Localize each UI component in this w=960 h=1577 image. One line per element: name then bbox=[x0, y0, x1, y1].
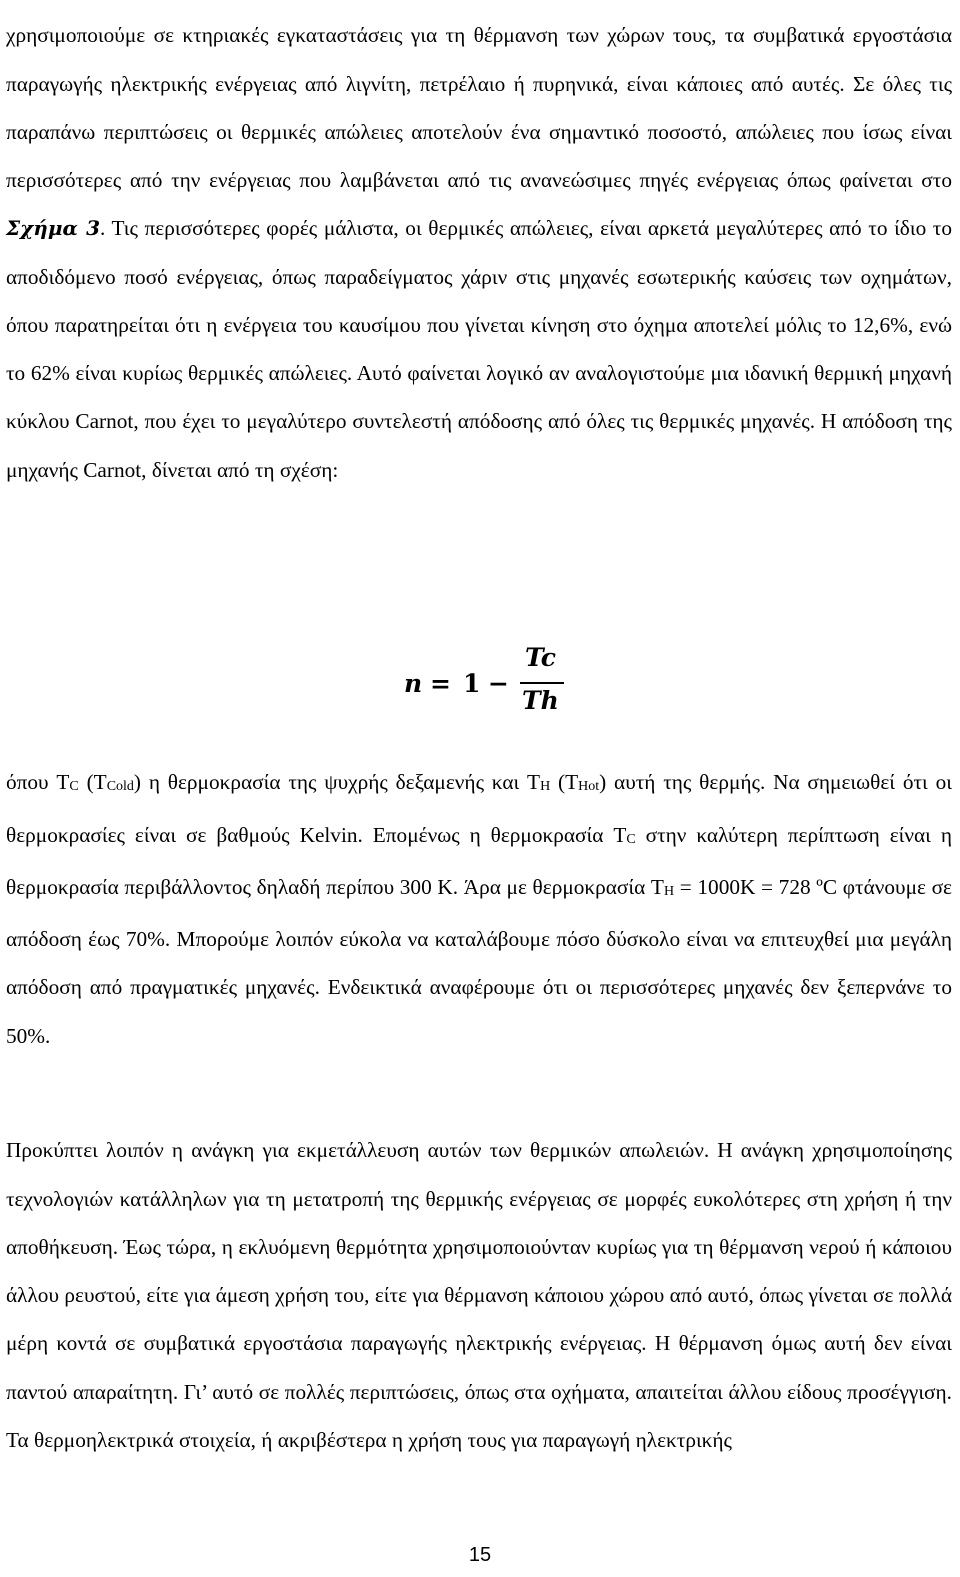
subscript: H bbox=[663, 883, 675, 899]
paragraph-thermal-losses bbox=[6, 11, 952, 494]
paragraph-text: . Τις περισσότερες φορές μάλιστα, οι θερμικές απώλειες, είναι αρκετά μεγαλύτερες από το ίδιο το αποδιδόμενο ποσό ενέργειας, όπως παραδείγματος χάριν στις μηχανές εσωτερικής καύσεις των οχημάτων, όπου παρατηρείται ότι η ενέργεια του καυσίμου που γίνεται κίνηση στο όχημα αποτελεί μόλις το 12,6%, ενώ το 62% είναι κυρίως θερμικές απώλειες. Αυτό φαίνεται λογικό αν αναλογιστούμε μια ιδανική θερμική μηχανή κύκλου Carnot, που έχει το μεγαλύτερο συντελεστή απόδοσης από όλες τις θερμικές μηχανές. Η απόδοση της μηχανής Carnot, δίνεται από τη σχέση: bbox=[6, 216, 953, 482]
formula-graphic bbox=[6, 636, 952, 716]
subscript: H bbox=[540, 779, 551, 795]
formula-denominator: Th bbox=[522, 686, 559, 715]
paragraph-text: στην καλύτερη περίπτωση είναι η θερμοκρασία περιβάλλοντος δηλαδή περίπου 300 K. Άρα με θερμοκρασία T bbox=[6, 822, 952, 899]
formula-numerator: Tc bbox=[525, 643, 556, 672]
paragraph-text: (T bbox=[550, 770, 579, 795]
paragraph-text: ) αυτή της θερμής. Να σημειωθεί ότι οι θερμοκρασίες είναι σε βαθμούς Kelvin. Επομένως η θερμοκρασία T bbox=[6, 770, 952, 847]
subscript: C bbox=[626, 831, 636, 847]
paragraph-heat-exploitation: Προκύπτει λοιπόν η ανάγκη για εκμετάλλευση αυτών των θερμικών απωλειών. Η ανάγκη χρησιμοποίησης τεχνολογιών κατάλληλων για τη μετατροπή της θερμικής ενέργειας σε μορφές ευκολότερες στη χρήση ή την αποθήκευση. Έως τώρα, η εκλυόμενη θερμότητα χρησιμοποιούνταν κυρίως για τη θέρμανση νερού ή κάποιου άλλου ρευστού, είτε για άμεση χρήση του, είτε για θέρμανση κάποιου χώρου από αυτό, όπως γίνεται σε πολλά μέρη κοντά σε συμβατικά εργοστάσια παραγωγής ηλεκτρικής ενέργειας. Η θέρμανση όμως αυτή δεν είναι παντού απαραίτητη. Γι’ αυτό σε πολλές περιπτώσεις, όπως στα οχήματα, απαιτείται άλλου είδους προσέγγιση. Τα θερμοηλεκτρικά στοιχεία, ή ακριβέστερα η χρήση τους για παραγωγή ηλεκτρικής bbox=[6, 1138, 952, 1452]
paragraph-text: χρησιμοποιούμε σε κτηριακές εγκαταστάσεις για τη θέρμανση των χώρων τους, τα συμβατικά εργοστάσια παραγωγής ηλεκτρικής ενέργειας από λιγνίτη, πετρέλαιο ή πυρηνικά, είναι κάποιες από αυτές. Σε όλες τις παραπάνω περιπτώσεις οι θερμικές απώλειες αποτελούν ένα σημαντικό ποσοστό, απώλειες που ίσως είναι περισσότερες από την ενέργειας που λαμβάνεται από τις ανανεώσιμες πηγές ενέργειας όπως φαίνεται στο bbox=[6, 23, 952, 193]
subscript: Cold bbox=[106, 779, 134, 795]
formula-equals-sign: = bbox=[430, 669, 451, 698]
subscript: Hot bbox=[578, 779, 600, 795]
paragraph-text: (T bbox=[78, 770, 107, 795]
paragraph-text: ) η θερμοκρασία της ψυχρής δεξαμενής και T bbox=[133, 770, 541, 795]
document-page bbox=[6, 0, 952, 1577]
carnot-efficiency-formula bbox=[6, 636, 952, 716]
figure-reference-link[interactable]: Σχήμα 3 bbox=[6, 216, 101, 241]
formula-one: 1 bbox=[463, 669, 481, 698]
formula-minus-sign: − bbox=[488, 669, 509, 698]
subscript: C bbox=[69, 779, 79, 795]
paragraph-temperatures bbox=[6, 758, 952, 1060]
paragraph-text: = 1000K = 728 ºC φτάνουμε σε απόδοση έως 70%. Μπορούμε λοιπόν εύκολα να καταλάβουμε πόσο δύσκολο είναι να επιτευχθεί μια μεγάλη απόδοση από πραγματικές μηχανές. Ενδεικτικά αναφέρουμε ότι οι περισσότερες μηχανές δεν ξεπερνάνε το 50%. bbox=[6, 874, 953, 1048]
paragraph-text: όπου T bbox=[6, 770, 70, 795]
page-number: 15 bbox=[468, 1544, 492, 1566]
formula-efficiency-symbol: n bbox=[404, 669, 423, 698]
